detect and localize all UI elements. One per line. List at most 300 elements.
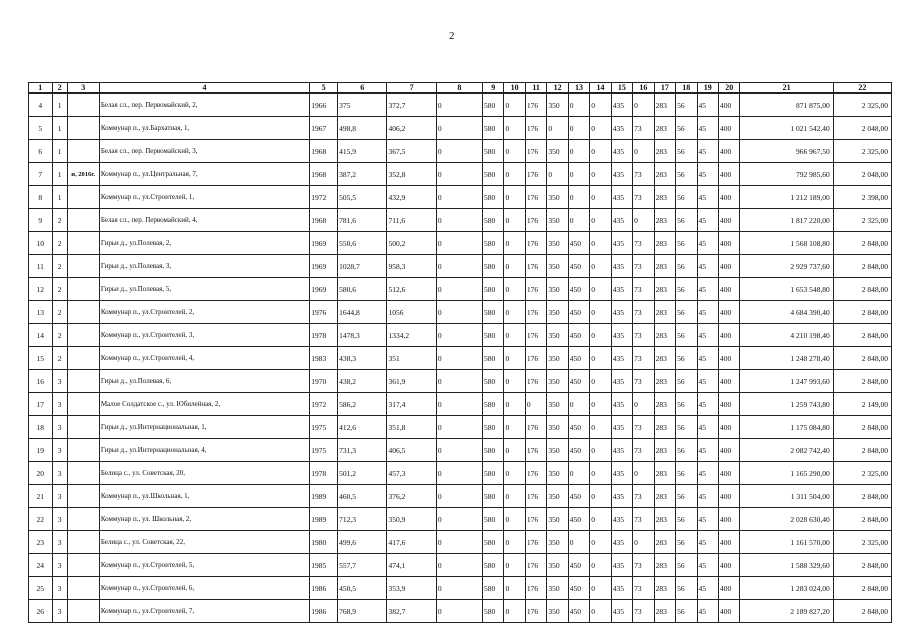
table-cell: 2 848,00 (833, 416, 891, 439)
table-cell: 283 (654, 278, 675, 301)
table-cell: 1 (52, 140, 67, 163)
table-cell: 10 (29, 232, 53, 255)
table-cell: 450 (568, 278, 589, 301)
table-cell: 0 (504, 163, 525, 186)
table-cell: 435 (611, 439, 632, 462)
table-cell: 21 (29, 485, 53, 508)
table-cell: 16 (29, 370, 53, 393)
table-cell: 406,5 (387, 439, 436, 462)
table-cell: 0 (568, 393, 589, 416)
table-cell: 1975 (310, 439, 338, 462)
table-cell: 2 848,00 (833, 600, 891, 623)
page-number: 2 (449, 30, 455, 42)
table-cell: 400 (718, 416, 739, 439)
table-cell: 2 848,00 (833, 554, 891, 577)
table-cell: 400 (718, 209, 739, 232)
table-cell (67, 186, 99, 209)
table-cell: 0 (525, 393, 546, 416)
table-row (29, 117, 892, 140)
table-cell: 498,8 (338, 117, 387, 140)
table-cell: 45 (697, 577, 718, 600)
table-cell: 1980 (310, 531, 338, 554)
table-cell: 350 (547, 600, 568, 623)
column-header: 20 (718, 83, 739, 94)
table-cell: 1968 (310, 163, 338, 186)
table-cell: 15 (29, 347, 53, 370)
table-cell: 283 (654, 93, 675, 117)
table-cell: 450,5 (338, 577, 387, 600)
table-cell: 0 (436, 577, 482, 600)
table-cell: 56 (676, 462, 697, 485)
table-cell: 400 (718, 140, 739, 163)
table-cell: 450 (568, 416, 589, 439)
table-cell: 1975 (310, 416, 338, 439)
table-cell: 19 (29, 439, 53, 462)
table-cell: 450 (568, 554, 589, 577)
table-cell: 45 (697, 439, 718, 462)
table-cell: 0 (590, 301, 611, 324)
table-cell: 580 (482, 508, 503, 531)
table-cell: 176 (525, 416, 546, 439)
table-cell: 400 (718, 163, 739, 186)
table-cell: 0 (436, 393, 482, 416)
table-cell: 176 (525, 301, 546, 324)
table-cell: 13 (29, 301, 53, 324)
table-cell: 350 (547, 232, 568, 255)
column-header: 1 (29, 83, 53, 94)
table-cell: 350 (547, 554, 568, 577)
table-cell: 0 (436, 416, 482, 439)
table-cell: 176 (525, 439, 546, 462)
table-cell: 176 (525, 485, 546, 508)
table-cell: 1 568 108,80 (740, 232, 833, 255)
table-cell: 0 (590, 370, 611, 393)
table-cell: 283 (654, 485, 675, 508)
table-cell: 450 (568, 255, 589, 278)
table-cell: 73 (633, 554, 654, 577)
table-row (29, 324, 892, 347)
table-cell: Гирьи д., ул.Полевая, 3, (99, 255, 309, 278)
table-cell: 176 (525, 117, 546, 140)
table-cell: Белица с., ул. Советская, 20, (99, 462, 309, 485)
table-cell: 20 (29, 462, 53, 485)
table-cell: 351,8 (387, 416, 436, 439)
table-cell: 56 (676, 485, 697, 508)
table-cell: 0 (436, 600, 482, 623)
table-cell: 56 (676, 186, 697, 209)
table-cell: 0 (568, 140, 589, 163)
table-cell: 1983 (310, 347, 338, 370)
table-cell: 0 (590, 416, 611, 439)
table-cell: 73 (633, 577, 654, 600)
table-cell: 17 (29, 393, 53, 416)
column-header: 17 (654, 83, 675, 94)
table-cell: Белая сл., пер. Первомайский, 3, (99, 140, 309, 163)
table-cell: 45 (697, 232, 718, 255)
table-cell: 400 (718, 324, 739, 347)
table-cell (67, 577, 99, 600)
table-cell: 0 (504, 439, 525, 462)
table-row (29, 93, 892, 117)
table-cell: 435 (611, 577, 632, 600)
table-cell: 400 (718, 393, 739, 416)
table-cell: 45 (697, 278, 718, 301)
table-cell: 400 (718, 439, 739, 462)
table-cell: 283 (654, 209, 675, 232)
table-cell: 2 325,00 (833, 462, 891, 485)
table-cell: 0 (436, 347, 482, 370)
table-cell: 400 (718, 577, 739, 600)
table-cell: Коммунар п., ул.Строителей, 2, (99, 301, 309, 324)
table-cell: 45 (697, 416, 718, 439)
table-cell: 0 (504, 324, 525, 347)
table-cell: 283 (654, 370, 675, 393)
table-cell: 3 (52, 370, 67, 393)
table-cell: 1986 (310, 577, 338, 600)
table-cell: 450 (568, 600, 589, 623)
table-cell: 56 (676, 232, 697, 255)
table-cell: 283 (654, 508, 675, 531)
table-cell: 283 (654, 232, 675, 255)
table-row (29, 347, 892, 370)
table-cell: 580 (482, 393, 503, 416)
table-cell: 0 (436, 462, 482, 485)
table-cell: 56 (676, 117, 697, 140)
table-cell: 0 (436, 93, 482, 117)
table-row (29, 531, 892, 554)
table-cell: 350 (547, 278, 568, 301)
table-row (29, 255, 892, 278)
table-cell: 0 (590, 393, 611, 416)
table-cell: 0 (568, 163, 589, 186)
table-cell: 1989 (310, 508, 338, 531)
table-cell: 2 (52, 209, 67, 232)
table-cell: 56 (676, 255, 697, 278)
table-cell: 350 (547, 370, 568, 393)
table-cell: 2 325,00 (833, 209, 891, 232)
table-cell: 0 (436, 209, 482, 232)
table-cell: 438,3 (338, 347, 387, 370)
table-cell: 45 (697, 324, 718, 347)
column-header: 18 (676, 83, 697, 94)
table-cell: 2 189 827,20 (740, 600, 833, 623)
table-cell: 283 (654, 531, 675, 554)
table-cell: 2 048,00 (833, 163, 891, 186)
table-cell: 56 (676, 209, 697, 232)
table-row (29, 393, 892, 416)
table-cell: 580 (482, 278, 503, 301)
table-cell: 45 (697, 485, 718, 508)
table-cell: 2 848,00 (833, 255, 891, 278)
table-cell: 500,2 (387, 232, 436, 255)
table-cell: 457,3 (387, 462, 436, 485)
table-cell: 0 (568, 93, 589, 117)
table-cell: 580 (482, 347, 503, 370)
table-cell: 1966 (310, 93, 338, 117)
table-cell (67, 508, 99, 531)
table-cell: 580 (482, 140, 503, 163)
table-cell: 367,5 (387, 140, 436, 163)
table-cell: 450 (568, 370, 589, 393)
table-cell: 580 (482, 301, 503, 324)
table-row (29, 485, 892, 508)
table-cell: 283 (654, 324, 675, 347)
table-cell: 73 (633, 485, 654, 508)
table-cell: 0 (590, 508, 611, 531)
table-cell: 350 (547, 255, 568, 278)
table-cell: 1989 (310, 485, 338, 508)
table-cell: 1 021 542,40 (740, 117, 833, 140)
table-cell: 474,1 (387, 554, 436, 577)
table-cell: 45 (697, 393, 718, 416)
table-cell: 1 311 504,00 (740, 485, 833, 508)
table-cell: 1 248 278,40 (740, 347, 833, 370)
table-cell: 350 (547, 439, 568, 462)
table-cell: 0 (436, 232, 482, 255)
table-cell: 0 (436, 186, 482, 209)
table-cell: 0 (504, 554, 525, 577)
table-cell: 1 (52, 93, 67, 117)
table-cell: 1 (52, 117, 67, 140)
table-cell: 0 (590, 186, 611, 209)
table-cell: 176 (525, 577, 546, 600)
table-cell: 1968 (310, 140, 338, 163)
table-cell: 0 (436, 531, 482, 554)
table-cell: 0 (590, 531, 611, 554)
table-cell: 56 (676, 554, 697, 577)
table-cell: 2 (52, 301, 67, 324)
table-cell: 580 (482, 531, 503, 554)
table-cell: 2 848,00 (833, 370, 891, 393)
table-cell: 0 (436, 163, 482, 186)
table-cell: 283 (654, 301, 675, 324)
table-cell (67, 485, 99, 508)
table-cell: 1 165 290,00 (740, 462, 833, 485)
table-cell: 0 (436, 301, 482, 324)
table-cell: Гирьи д., ул.Интернациональная, 4, (99, 439, 309, 462)
column-header: 16 (633, 83, 654, 94)
table-cell: 8 (29, 186, 53, 209)
table-cell: 1478,3 (338, 324, 387, 347)
table-cell: 0 (504, 531, 525, 554)
table-cell: 792 985,60 (740, 163, 833, 186)
table-cell: 350 (547, 508, 568, 531)
table-cell: 2 149,00 (833, 393, 891, 416)
table-cell: 1986 (310, 600, 338, 623)
table-cell: 3 (52, 600, 67, 623)
table-cell: 0 (633, 140, 654, 163)
table-cell: 56 (676, 140, 697, 163)
table-cell: 2 848,00 (833, 232, 891, 255)
table-cell: 435 (611, 462, 632, 485)
table-cell: Коммунар п., ул.Строителей, 3, (99, 324, 309, 347)
table-cell: 505,5 (338, 186, 387, 209)
table-cell: 1 653 548,80 (740, 278, 833, 301)
table-cell: 176 (525, 163, 546, 186)
data-table (28, 82, 892, 623)
table-cell: 73 (633, 278, 654, 301)
table-cell: Коммунар п., ул.Строителей, 4, (99, 347, 309, 370)
table-cell: 2 048,00 (833, 117, 891, 140)
table-cell: 45 (697, 531, 718, 554)
table-cell: 350 (547, 140, 568, 163)
table-cell: 580 (482, 600, 503, 623)
table-cell: 580 (482, 232, 503, 255)
table-cell: 4 210 198,40 (740, 324, 833, 347)
table-cell: 56 (676, 439, 697, 462)
table-cell: 435 (611, 554, 632, 577)
table-cell: 1972 (310, 186, 338, 209)
table-row (29, 577, 892, 600)
table-cell: 0 (590, 140, 611, 163)
table-cell: 73 (633, 508, 654, 531)
table-cell: 871 875,00 (740, 93, 833, 117)
table-cell: 283 (654, 439, 675, 462)
table-cell: 73 (633, 600, 654, 623)
table-row (29, 416, 892, 439)
table-cell: 350 (547, 186, 568, 209)
table-cell: 176 (525, 186, 546, 209)
table-cell: 1969 (310, 255, 338, 278)
table-cell: 432,9 (387, 186, 436, 209)
table-cell: 176 (525, 600, 546, 623)
table-cell: 73 (633, 370, 654, 393)
table-cell: 350 (547, 209, 568, 232)
table-cell: 2 848,00 (833, 439, 891, 462)
table-cell: 1 588 329,60 (740, 554, 833, 577)
table-cell: 0 (590, 462, 611, 485)
table-cell: 56 (676, 347, 697, 370)
table-cell: 1644,8 (338, 301, 387, 324)
table-cell: 712,3 (338, 508, 387, 531)
table-cell: 400 (718, 554, 739, 577)
table-cell: 580,6 (338, 278, 387, 301)
table-cell: 176 (525, 209, 546, 232)
table-cell: 958,3 (387, 255, 436, 278)
table-cell: 56 (676, 93, 697, 117)
table-cell: 5 (29, 117, 53, 140)
table-cell: 0 (436, 439, 482, 462)
table-cell: 9 (29, 209, 53, 232)
table-cell: 361,9 (387, 370, 436, 393)
table-cell: 283 (654, 117, 675, 140)
column-header: 11 (525, 83, 546, 94)
table-cell: 0 (590, 324, 611, 347)
table-row (29, 301, 892, 324)
column-header: 7 (387, 83, 436, 94)
table-cell: 2 848,00 (833, 577, 891, 600)
table-cell: 56 (676, 600, 697, 623)
table-cell: 283 (654, 393, 675, 416)
table-cell: 376,2 (387, 485, 436, 508)
table-cell: 0 (590, 255, 611, 278)
table-cell: 45 (697, 186, 718, 209)
table-cell: 450 (568, 347, 589, 370)
table-cell: 435 (611, 163, 632, 186)
table-cell: 400 (718, 485, 739, 508)
table-cell: Гирьи д., ул.Полевая, 2, (99, 232, 309, 255)
table-cell: 1 247 993,60 (740, 370, 833, 393)
table-row (29, 554, 892, 577)
table-cell (67, 600, 99, 623)
table-cell: 7 (29, 163, 53, 186)
table-cell: 283 (654, 577, 675, 600)
table-cell: 1978 (310, 324, 338, 347)
table-row (29, 232, 892, 255)
table-cell: 450 (568, 508, 589, 531)
table-cell: 350 (547, 324, 568, 347)
table-cell (67, 347, 99, 370)
table-cell: 176 (525, 554, 546, 577)
table-cell: Коммунар п., ул.Бархатная, 1, (99, 117, 309, 140)
table-cell: Коммунар п., ул.Строителей, 6, (99, 577, 309, 600)
table-cell: 406,2 (387, 117, 436, 140)
table-cell: 176 (525, 508, 546, 531)
table-cell: 350 (547, 531, 568, 554)
table-cell: 435 (611, 232, 632, 255)
table-cell: 0 (590, 577, 611, 600)
table-row (29, 209, 892, 232)
table-cell: 3 (52, 439, 67, 462)
table-cell: 2 028 630,40 (740, 508, 833, 531)
table-cell: 176 (525, 462, 546, 485)
table-cell: 1976 (310, 301, 338, 324)
table-cell: 1978 (310, 462, 338, 485)
table-cell: 580 (482, 577, 503, 600)
table-cell: Белая сл., пер. Первомайский, 2, (99, 93, 309, 117)
table-cell: 0 (633, 462, 654, 485)
table-cell (67, 439, 99, 462)
table-cell: 580 (482, 186, 503, 209)
table-cell: 1 259 743,80 (740, 393, 833, 416)
column-header: 22 (833, 83, 891, 94)
table-cell: 372,7 (387, 93, 436, 117)
table-cell: 3 (52, 393, 67, 416)
table-cell: 283 (654, 140, 675, 163)
table-cell: 781,6 (338, 209, 387, 232)
table-cell: 0 (504, 577, 525, 600)
table-cell: 176 (525, 232, 546, 255)
header-row (29, 83, 892, 94)
table-cell: 45 (697, 600, 718, 623)
table-cell (67, 140, 99, 163)
table-cell: 0 (504, 600, 525, 623)
table-row (29, 163, 892, 186)
table-cell: 2 (52, 278, 67, 301)
table-cell (67, 324, 99, 347)
table-cell: 400 (718, 186, 739, 209)
table-cell: 176 (525, 140, 546, 163)
table-cell: 22 (29, 508, 53, 531)
table-cell: 375 (338, 93, 387, 117)
table-cell: 350,9 (387, 508, 436, 531)
table-cell: 2 848,00 (833, 347, 891, 370)
table-cell: 0 (504, 508, 525, 531)
column-header: 8 (436, 83, 482, 94)
table-cell: 435 (611, 531, 632, 554)
table-cell: 400 (718, 347, 739, 370)
table-cell: 0 (436, 140, 482, 163)
table-cell (67, 554, 99, 577)
table-cell: 2 (52, 324, 67, 347)
column-header: 15 (611, 83, 632, 94)
table-cell: 580 (482, 117, 503, 140)
table-cell: 0 (504, 117, 525, 140)
table-row (29, 600, 892, 623)
table-cell: Гирьи д., ул.Полевая, 6, (99, 370, 309, 393)
table-cell: 0 (590, 485, 611, 508)
table-cell: 400 (718, 278, 739, 301)
